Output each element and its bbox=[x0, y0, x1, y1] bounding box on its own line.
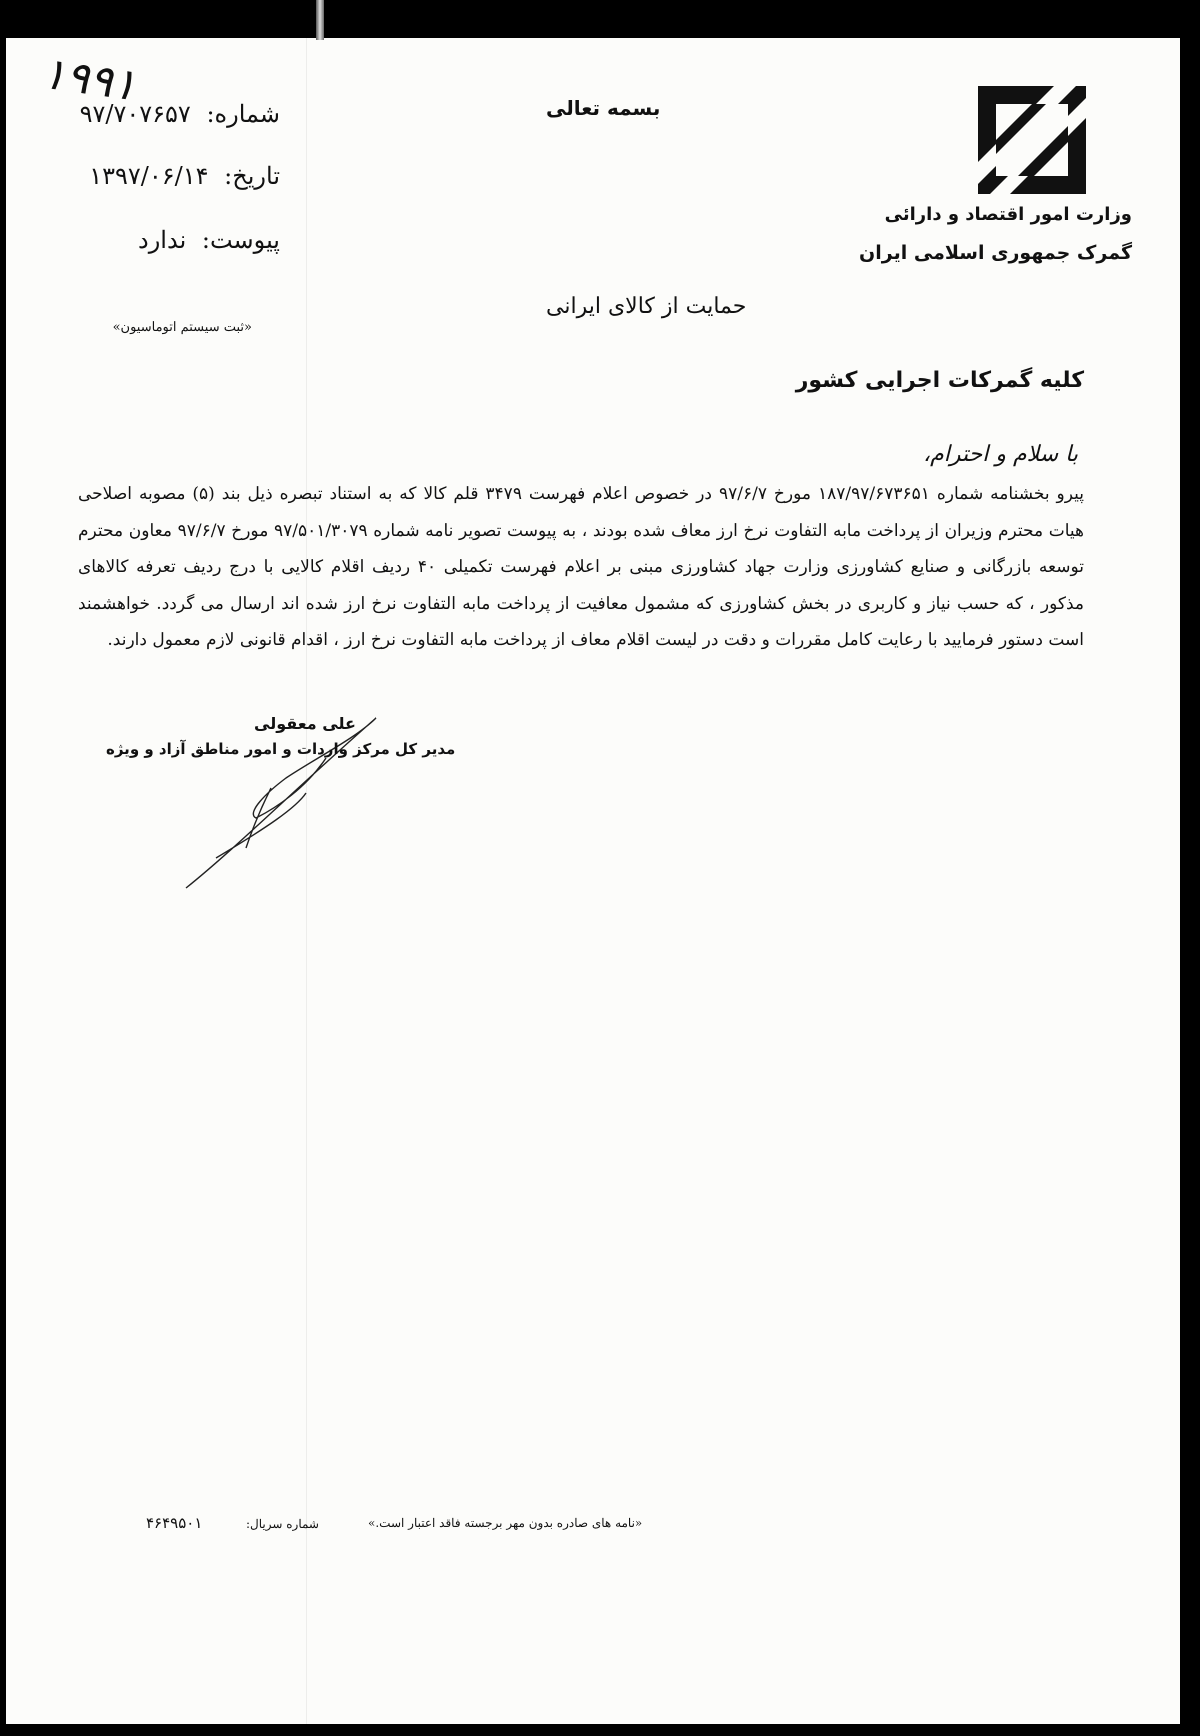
automation-note: «ثبت سیستم اتوماسیون» bbox=[112, 320, 252, 335]
letter-date-label: تاریخ: bbox=[224, 162, 280, 190]
letter-number-label: شماره: bbox=[206, 100, 280, 128]
handwritten-number: ۱۹۹۱ bbox=[38, 47, 140, 112]
greeting: با سلام و احترام، bbox=[923, 442, 1078, 467]
scan-clip-mark bbox=[316, 0, 324, 40]
serial-label: شماره سریال: bbox=[246, 1517, 319, 1531]
letter-attachment-label: پیوست: bbox=[201, 226, 280, 254]
letter-date-value: ۱۳۹۷/۰۶/۱۴ bbox=[89, 162, 209, 190]
letter-page bbox=[6, 38, 1180, 1724]
signatory-name: علی معقولی bbox=[254, 714, 356, 733]
letter-date bbox=[89, 162, 280, 190]
footer-note: «نامه های صادره بدون مهر برجسته فاقد اعتبار است.» bbox=[368, 1516, 643, 1530]
letter-body: پیرو بخشنامه شماره ۱۸۷/۹۷/۶۷۳۶۵۱ مورخ ۹۷/۶/۷ در خصوص اعلام فهرست ۳۴۷۹ قلم کالا که به استناد تبصره ذیل بند (۵) مصوبه اصلاحی هیات محترم وزیران از پرداخت مابه التفاوت نرخ ارز معاف شده بودند ، به پیوست تصویر نامه شماره ۹۷/۵۰۱/۳۰۷۹ مورخ ۹۷/۶/۷ معاون محترم توسعه بازرگانی و صنایع کشاورزی وزارت جهاد کشاورزی مبنی بر اعلام فهرست تکمیلی ۴۰ ردیف اقلام کالایی با درج ردیف تعرفه کالاهای مذکور ، که حسب نیاز و کاربری در بخش کشاورزی که مشمول معافیت از پرداخت مابه التفاوت نرخ ارز شده اند ارسال می گردد. خواهشمند است دستور فرمایید با رعایت کامل مقررات و دقت در لیست اقلام معاف از پرداخت مابه التفاوت نرخ ارز ، اقدام قانونی لازم معمول دارند. bbox=[78, 484, 1084, 650]
serial-value: ۴۶۴۹۵۰۱ bbox=[146, 1514, 203, 1532]
slogan: حمایت از کالای ایرانی bbox=[546, 294, 747, 319]
letter-number bbox=[80, 100, 280, 128]
customs-logo-icon bbox=[976, 84, 1088, 196]
signatory-title: مدیر کل مرکز واردات و امور مناطق آزاد و ویژه bbox=[106, 740, 456, 758]
recipient: کلیه گمرکات اجرایی کشور bbox=[795, 368, 1084, 393]
bismillah-heading: بسمه تعالی bbox=[546, 96, 661, 120]
letter-number-value: ۹۷/۷۰۷۶۵۷ bbox=[79, 100, 191, 128]
letter-attachment bbox=[138, 226, 280, 254]
letter-attachment-value: ندارد bbox=[138, 226, 187, 254]
customs-name: گمرک جمهوری اسلامی ایران bbox=[859, 242, 1132, 264]
ministry-name: وزارت امور اقتصاد و دارائی bbox=[884, 204, 1132, 225]
